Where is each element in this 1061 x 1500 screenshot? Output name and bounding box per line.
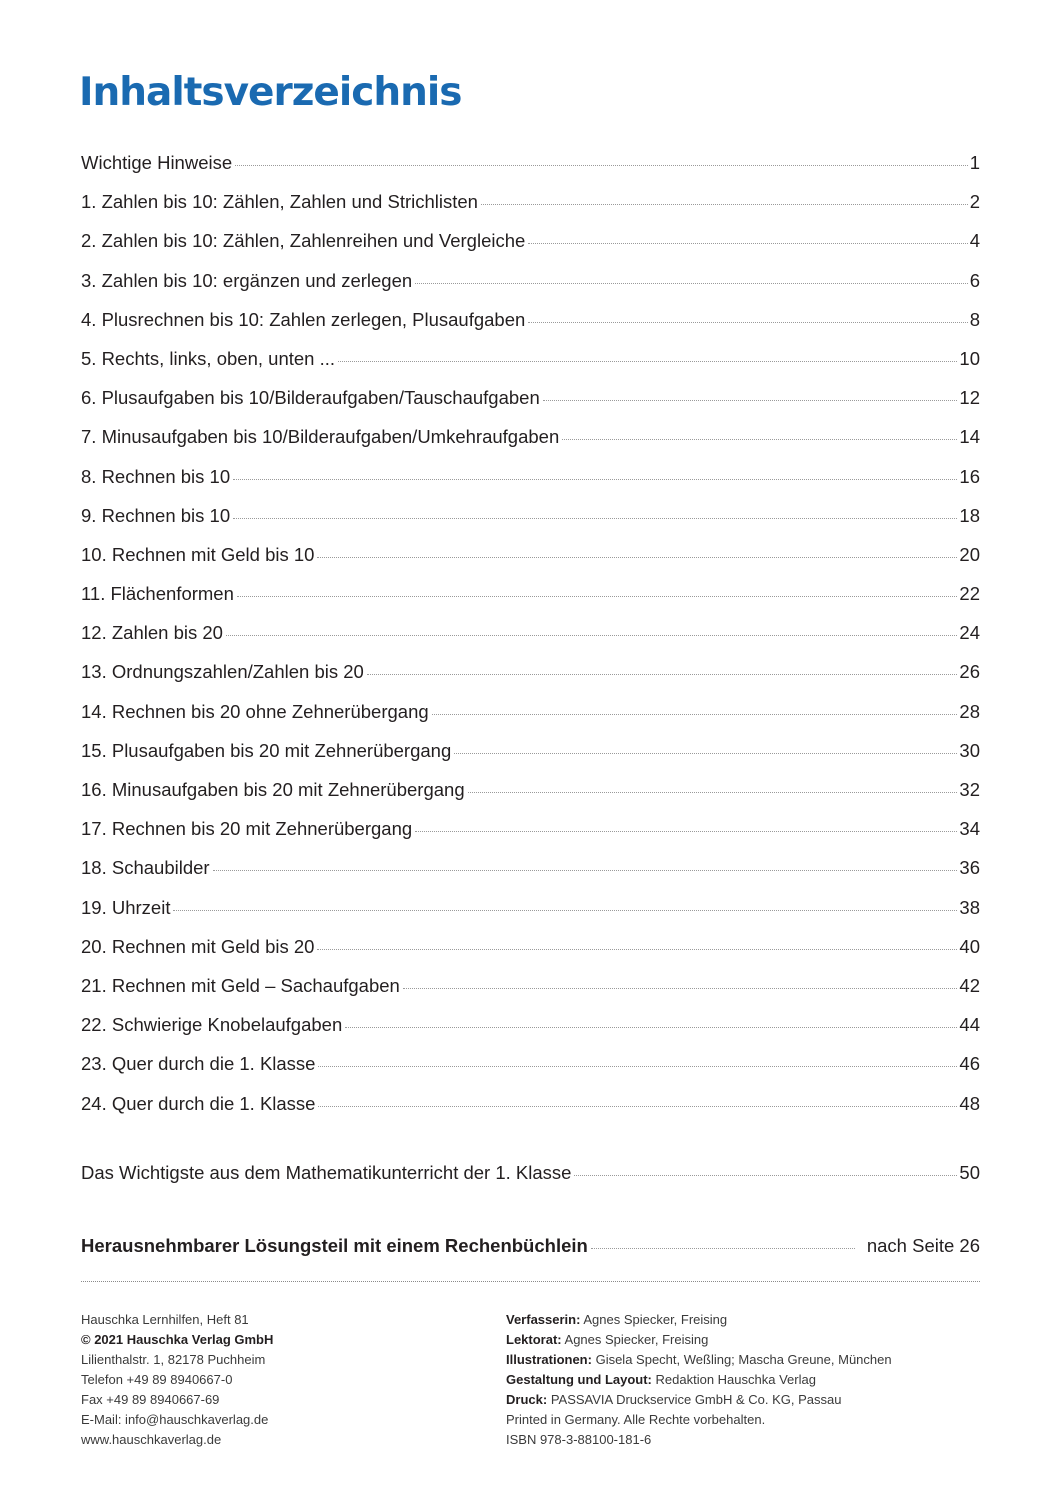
toc-page-number: 16 [959, 465, 980, 487]
toc-page-number: 14 [959, 426, 980, 448]
dot-leader [237, 596, 958, 597]
toc-entry-label: 12. Zahlen bis 20 [81, 622, 223, 644]
toc-entry-label: 11. Flächenformen [81, 583, 234, 605]
toc-entry-label: 24. Quer durch die 1. Klasse [81, 1092, 316, 1114]
toc-row [81, 613, 980, 652]
isbn-line: ISBN 978-3-88100-181-6 [506, 1432, 652, 1447]
dot-leader [338, 361, 957, 362]
toc-row [81, 652, 980, 691]
dot-leader [468, 792, 958, 793]
dot-leader [528, 322, 967, 323]
dot-leader [235, 165, 968, 166]
toc-page-number: 22 [959, 583, 980, 605]
layout-line: Gestaltung und Layout: Redaktion Hauschka Verlag [506, 1372, 816, 1387]
toc-entry-label: 18. Schaubilder [81, 857, 210, 879]
phone-line: Telefon +49 89 8940667-0 [81, 1372, 233, 1387]
dot-leader [454, 753, 957, 754]
toc-page-number: 1 [969, 152, 980, 173]
toc-page-number: 36 [959, 857, 980, 879]
toc-row-solutions [81, 1226, 980, 1265]
toc-entry-label: 3. Zahlen bis 10: ergänzen und zerlegen [81, 269, 413, 291]
fax-line: Fax +49 89 8940667-69 [81, 1392, 220, 1407]
toc-row [81, 496, 980, 535]
toc-page-number: 34 [959, 818, 980, 840]
dot-leader [226, 635, 957, 636]
series-line: Hauschka Lernhilfen, Heft 81 [81, 1312, 249, 1327]
toc-entry-label: 2. Zahlen bis 10: Zählen, Zahlenreihen und Vergleiche [81, 230, 526, 252]
dot-leader [481, 204, 968, 205]
toc-row [81, 966, 980, 1005]
toc-row [81, 417, 980, 456]
author-line: Verfasserin: Agnes Spiecker, Freising [506, 1312, 728, 1327]
toc-page-number: 28 [959, 700, 980, 722]
dot-leader [367, 674, 958, 675]
toc-page-number: 6 [969, 269, 980, 291]
dotted-separator [81, 1281, 980, 1282]
toc-entry-label: Das Wichtigste aus dem Mathematikunterricht der 1. Klasse [81, 1162, 572, 1183]
toc-row [81, 182, 980, 221]
toc-row [81, 535, 980, 574]
email-line: E-Mail: info@hauschkaverlag.de [81, 1412, 269, 1427]
toc-page-number: 42 [959, 974, 980, 996]
dot-leader [318, 1066, 957, 1067]
toc-page-number: 40 [959, 935, 980, 957]
toc-page-number: 44 [959, 1014, 980, 1036]
toc-row [81, 300, 980, 339]
toc-page-number: 20 [959, 543, 980, 565]
dot-leader [403, 988, 958, 989]
toc-entry-label: 14. Rechnen bis 20 ohne Zehnerübergang [81, 700, 429, 722]
toc-page-number: 46 [959, 1053, 980, 1075]
dot-leader [318, 1106, 957, 1107]
toc-entry-label: 22. Schwierige Knobelaufgaben [81, 1014, 343, 1036]
toc-page-number: 2 [969, 191, 980, 213]
copyright-line: © 2021 Hauschka Verlag GmbH [81, 1332, 274, 1347]
toc-page-number: 26 [959, 661, 980, 683]
toc-row [81, 770, 980, 809]
rights-line: Printed in Germany. Alle Rechte vorbehalten. [506, 1412, 766, 1427]
imprint-credits [506, 1310, 892, 1450]
dot-leader [415, 283, 968, 284]
toc-row [81, 143, 980, 182]
toc-row [81, 457, 980, 496]
toc-entry-label: 13. Ordnungszahlen/Zahlen bis 20 [81, 661, 364, 683]
dot-leader [591, 1248, 855, 1249]
toc-entry-label: 15. Plusaufgaben bis 20 mit Zehnerübergang [81, 739, 452, 761]
toc-entry-label: 16. Minusaufgaben bis 20 mit Zehnerübergang [81, 779, 465, 800]
dot-leader [574, 1175, 957, 1176]
toc-row [81, 1005, 980, 1044]
toc-row [81, 339, 980, 378]
toc-entry-label: 6. Plusaufgaben bis 10/Bilderaufgaben/Tauschaufgaben [81, 387, 540, 409]
toc-entry-label: 8. Rechnen bis 10 [81, 465, 231, 487]
toc-entry-label: 4. Plusrechnen bis 10: Zahlen zerlegen, Plusaufgaben [81, 308, 526, 330]
editor-line: Lektorat: Agnes Spiecker, Freising [506, 1332, 709, 1347]
dot-leader [233, 479, 957, 480]
toc-page-number: 38 [959, 896, 980, 918]
website-line: www.hauschkaverlag.de [81, 1432, 222, 1447]
dot-leader [432, 714, 958, 715]
toc-entry-label: 9. Rechnen bis 10 [81, 504, 231, 526]
toc-row [81, 1084, 980, 1123]
toc-page-number: 4 [969, 230, 980, 252]
imprint-publisher [81, 1310, 273, 1450]
dot-leader [562, 439, 957, 440]
toc-row-summary [81, 1153, 980, 1192]
toc-page-number: 8 [969, 308, 980, 330]
toc-row [81, 848, 980, 887]
toc-row [81, 261, 980, 300]
toc-entry-label: 7. Minusaufgaben bis 10/Bilderaufgaben/Umkehraufgaben [81, 426, 560, 448]
toc-row [81, 809, 980, 848]
toc-page-number: 24 [959, 622, 980, 644]
toc-page-number: 50 [959, 1162, 980, 1183]
table-of-contents [81, 143, 980, 1123]
print-line: Druck: PASSAVIA Druckservice GmbH & Co. KG, Passau [506, 1392, 842, 1407]
toc-entry-label: 19. Uhrzeit [81, 896, 171, 918]
dot-leader [233, 518, 957, 519]
toc-page-number: nach Seite 26 [866, 1235, 980, 1256]
dot-leader [345, 1027, 957, 1028]
illustrations-line: Illustrationen: Gisela Specht, Weßling; Mascha Greune, München [506, 1352, 892, 1367]
toc-row [81, 927, 980, 966]
dot-leader [213, 870, 958, 871]
toc-row [81, 692, 980, 731]
toc-entry-label: 5. Rechts, links, oben, unten ... [81, 347, 336, 369]
toc-entry-label: 17. Rechnen bis 20 mit Zehnerübergang [81, 818, 413, 840]
toc-row [81, 731, 980, 770]
dot-leader [543, 400, 958, 401]
toc-entry-label: 1. Zahlen bis 10: Zählen, Zahlen und Strichlisten [81, 191, 478, 213]
toc-row [81, 888, 980, 927]
dot-leader [173, 910, 957, 911]
toc-entry-label: 10. Rechnen mit Geld bis 10 [81, 543, 315, 565]
toc-page-number: 48 [959, 1092, 980, 1114]
toc-page-number: 32 [959, 779, 980, 800]
toc-page-number: 12 [959, 387, 980, 409]
toc-row [81, 1044, 980, 1083]
toc-entry-label: 20. Rechnen mit Geld bis 20 [81, 935, 315, 957]
toc-page-number: 30 [959, 739, 980, 761]
dot-leader [528, 243, 967, 244]
toc-page-number: 18 [959, 504, 980, 526]
address-line: Lilienthalstr. 1, 82178 Puchheim [81, 1352, 266, 1367]
toc-entry-label: 23. Quer durch die 1. Klasse [81, 1053, 316, 1075]
toc-page-number: 10 [959, 347, 980, 369]
dot-leader [415, 831, 957, 832]
toc-row [81, 221, 980, 260]
dot-leader [317, 949, 957, 950]
toc-entry-label: Wichtige Hinweise [81, 152, 233, 173]
toc-entry-label: Herausnehmbarer Lösungsteil mit einem Rechenbüchlein [81, 1235, 588, 1256]
page-title: Inhaltsverzeichnis [79, 70, 462, 115]
dot-leader [317, 557, 957, 558]
toc-row [81, 378, 980, 417]
toc-row [81, 574, 980, 613]
toc-entry-label: 21. Rechnen mit Geld – Sachaufgaben [81, 974, 400, 996]
